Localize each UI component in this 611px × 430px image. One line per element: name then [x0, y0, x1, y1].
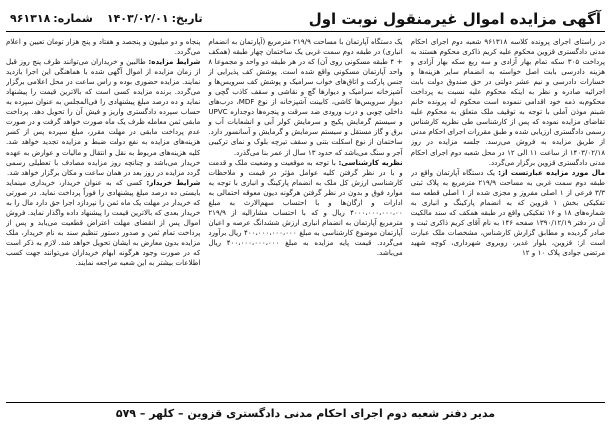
number-label: شماره:: [53, 12, 93, 25]
middle-paragraph-1: یک دستگاه آپارتمان با مساحت ۲۱۹/۹ مترمربع (آپارتمان به انضمام انباری) در طبقه دوم سمت غربی یک ساختمان چهار طبقه (همکف + ۴ طبقه مسکونی روی آن) که در هر طبقه دو واحد و مجموعا ۸ واحد آپارتمان مسکونی واقع شده است. پوشش کف پذیرایی از جنس پارکت و اتاق‌های خواب سرامیک و پوشش کف سرویس‌ها و آشپزخانه سرامیک و دیوارها گچ و نقاشی و سقف کاذب گچی و دیوار سرویس‌ها کاشی، کابینت آشپزخانه از نوع MDF، درب‌های داخلی چوبی و درب ورودی ضد سرقت و پنجره‌ها دوجداره UPVC و سیستم گرمایش پکیج و سرمایش کولر آبی و انشعابات آب و برق و گاز مستقل و سیستم سرمایش و گرمایش و آسانسور دارد. ساختمان از نوع اسکلت بتنی و سقف تیرچه بلوک و نمای ترکیبی آجر و سنگ می‌باشد که حدود ۱۳ سال از عمر بنا می‌گذرد.: [208, 37, 403, 157]
number-block: [10, 12, 93, 25]
column-middle: [208, 37, 402, 402]
column-left: [6, 37, 200, 402]
number-value: ۹۶۱۳۱۸: [10, 12, 51, 25]
left-paragraph-2: [6, 57, 200, 178]
property-description: یک دستگاه آپارتمان واقع در طبقه دوم سمت غربی به مساحت ۲۱۹/۹ مترمربع به پلاک ثبتی ۳/۳ فرعی از ۱ اصلی مفروز و مجزی شده از ۱ اصلی قطعه سه تفکیکی بخش ۱ قزوین که به انضمام پارکینگ و انباری به شماره‌های ۱۸ و ۱۶ تفکیکی واقع در طبقه همکف که سند مالکیت آن در دفتر ۱۳۹۰/۱۲/۱۹ صفحه ۱۴۶ به نام آقای کریم ذاکری ثبت و صادر گردیده و مطابق گزارش کارشناس، مشخصات ملک عبارت است از: قزوین، بلوار غدیر، روبروی شهرداری، کوچه شهید مرتضی جوادی پلاک ۱۰ و ۱۲: [410, 167, 605, 257]
expert-opinion-label: نظریه کارشناسی:: [338, 157, 403, 167]
ad-header: [6, 6, 605, 32]
auction-terms-label: شرایط مزایده:: [148, 57, 201, 67]
expert-opinion-text: با توجه به موقعیت و وضعیت ملک و قدمت و با در نظر گرفتن کلیه عوامل مؤثر در قیمت و ملاحظات کارشناسی ارزش کل ملک به انضمام پارکینگ و انباری با توجه به موارد فوق و بدون در نظر گرفتن هرگونه دیون معوقه احتمالی به ادارات و ارگان‌ها و با احتساب سهم‌الارث به مبلغ ۴۰۰۰،۰۰۰،۰۰۰،۰۰ ریال و که با احتساب مشارالیه از ۲۱۹/۹ مترمربع آپارتمان به انضمام انباری ارزش ششدانگ عرصه و اعیان آپارتمان موضوع کارشناسی به مبلغ ۴۰۰،۰۰۰،۰۰۰،۰۰۰ ریال برآورد می‌گردد. قیمت پایه مزایده به مبلغ ۴۰۰،۰۰۰،۰۰۰،۰۰۰ ریال می‌باشد.: [208, 157, 403, 257]
date-block: [107, 12, 203, 25]
ad-title: آگهی مزایده اموال غیرمنقول نوبت اول: [308, 9, 601, 28]
property-label: مال مورد مزایده عبارتست از:: [498, 167, 605, 177]
right-paragraph-2: [411, 168, 605, 258]
right-paragraph-1: در راستای اجرای پرونده کلاسه ۹۶۱۳۱۸ شعبه دوم اجرای احکام مدنی دادگستری قزوین محکوم علیه کریم ذاکری محکوم هستند به پرداخت ۳۰۵ سکه تمام بهار آزادی و سه ربع سکه بهار آزادی و هزینه دادرسی بابت اصل خواسته به انضمام سایر هزینه‌ها و خسارات دادرسی و نیم عشر دولتی در حق صندوق دولت بابت اجرائیه صادره و نظر به اینکه محکوم علیه نسبت به پرداخت محکوم‌به ذمه خود اقدامی ننموده است محکوم له پرونده خانم شبنم موذن آملی با توجه به توقیف ملک متعلق به محکوم علیه تقاضای مزایده نموده که پس از کارشناسی طی نظریه کارشناس رسمی دادگستری ارزیابی شده و طبق مقررات اجرای احکام مدنی از طریق مزایده به فروش می‌رسد. جلسه مزایده در روز ۱۴۰۳/۰۲/۱۸ از ساعت ۱۱ الی ۱۲ در محل شعبه دوم اجرای احکام مدنی دادگستری قزوین برگزار می‌گردد.: [410, 37, 605, 167]
ad-meta: [10, 12, 203, 25]
column-right: [411, 37, 605, 402]
date-value: ۱۴۰۳/۰۲/۰۱: [106, 12, 169, 25]
ad-columns: [6, 32, 605, 402]
ad-footer: مدیر دفتر شعبه دوم اجرای احکام مدنی دادگستری قزوین – کلهر – ۵۷۹: [6, 402, 605, 424]
buyer-terms-text: کسی که به عنوان خریدار، خریداری مینماید بایستی ده درصد مبلغ پیشنهادی را فوراً پرداخت نماید. در صورتی که خریدار در مهلت یک ماه ثمن را نپردازد اجرا حق دارد مال را به خریدار بعدی که بالاترین قیمت را پیشنهاد داده واگذار نماید. فروش اموال پس از انقضای مهلت اعتراض قطعیت می‌یابد و پس از پرداخت تمام ثمن و صدور دستور تنظیم سند به نام خریدار، ملک مزایده بدون معارض به ایشان تحویل خواهد شد. لازم به ذکر است که در صورت وجود هرگونه ابهام خریداران می‌توانند جهت کسب اطلاعات بیشتر به این شعبه مراجعه نمایند.: [6, 177, 201, 268]
auction-terms-text: طالبین و خریداران می‌توانند ظرف پنج روز قبل از زمان مزایده از اموال آگهی شده با هماهنگی این اجرا بازدید نمایند. مزایده حضوری بوده و راس ساعت در محل اعلامی برگزار می‌گردد. برنده مزایده کسی است که بالاترین قیمت را پیشنهاد نماید و ده درصد مبلغ پیشنهادی را فی‌المجلس به عنوان سپرده به حساب سپرده دادگستری واریز و فیش آن را تحویل دهد. پرداخت مابقی ثمن معامله ظرف یک ماه صورت خواهد گرفت و در صورت عدم پرداخت مابقی در مهلت مقرر، مبلغ سپرده پس از کسر هزینه‌های مزایده به نفع دولت ضبط و مزایده تجدید خواهد شد. کلیه هزینه‌های مربوط به نقل و انتقال و مالیات و عوارض به عهده خریدار می‌باشد و چنانچه روز مزایده مصادف با تعطیلی رسمی گردد مزایده در روز بعد در همان ساعت و مکان برگزار خواهد شد.: [6, 57, 201, 177]
buyer-terms-label: شرایط خریدار:: [146, 177, 201, 187]
left-paragraph-1: پنجاه و دو میلیون و پنجصد و هفتاد و پنج هزار تومان تعیین و اعلام می‌گردد.: [6, 37, 201, 57]
date-label: تاریخ:: [171, 12, 203, 25]
middle-paragraph-2: [208, 158, 402, 258]
left-paragraph-3: [6, 178, 200, 268]
